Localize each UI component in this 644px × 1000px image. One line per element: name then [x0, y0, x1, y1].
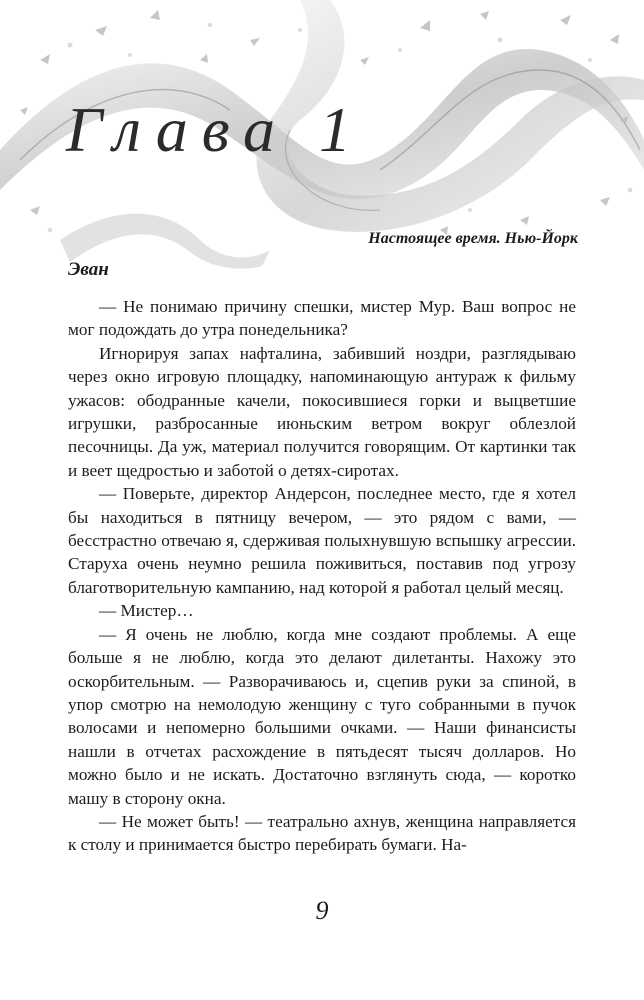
chapter-body [68, 295, 576, 857]
chapter-title: Глава 1 [66, 94, 366, 165]
paragraph: — Поверьте, директор Андерсон, последнее место, где я хотел бы находиться в пятницу вечером, — это рядом с вами, — бесстрастно отвечаю я, сдерживая полыхнувшую вспышку агрессии. Старуха очень неумно решила поживиться, поставив под угрозу благотворительную кампанию, над которой я работал целый месяц. [68, 484, 576, 597]
narrator-name: Эван [68, 259, 109, 280]
paragraph: — Мистер… [99, 601, 194, 621]
paragraph: — Не может быть! — театрально ахнув, женщина направляется к столу и принимается быстро перебирать бумаги. На- [68, 811, 576, 855]
paragraph: — Не понимаю причину спешки, мистер Мур. Ваш вопрос не мог подождать до утра понедельника? [68, 297, 576, 340]
chapter-subtitle: Настоящее время. Нью-Йорк [368, 230, 578, 247]
paragraph: Игнорируя запах нафталина, забивший ноздри, разглядываю через окно игровую площадку, напоминающую антураж к фильму ужасов: ободранные качели, покосившиеся горки и выцветшие игрушки, разбросанные июньским ветром вокруг облезлой песочницы. Да уж, материал получится говорящим. От картинки так и веет щедростью и заботой о детях-сиротах. [68, 343, 576, 480]
page-number: 9 [315, 896, 329, 925]
paragraph: — Я очень не люблю, когда мне создают проблемы. А еще больше я не люблю, когда это делают дилетанты. Нахожу это оскорбительным. — Разворачиваюсь и, сцепив руки за спиной, в упор смотрю на немолодую женщину с туго собранными в пучок волосами и непомерно большими очками. — Наши финансисты нашли в отчетах расхождение в пятьдесят тысяч долларов. Но можно было и не искать. Достаточно взглянуть сюда, — коротко машу в сторону окна. [68, 624, 576, 808]
